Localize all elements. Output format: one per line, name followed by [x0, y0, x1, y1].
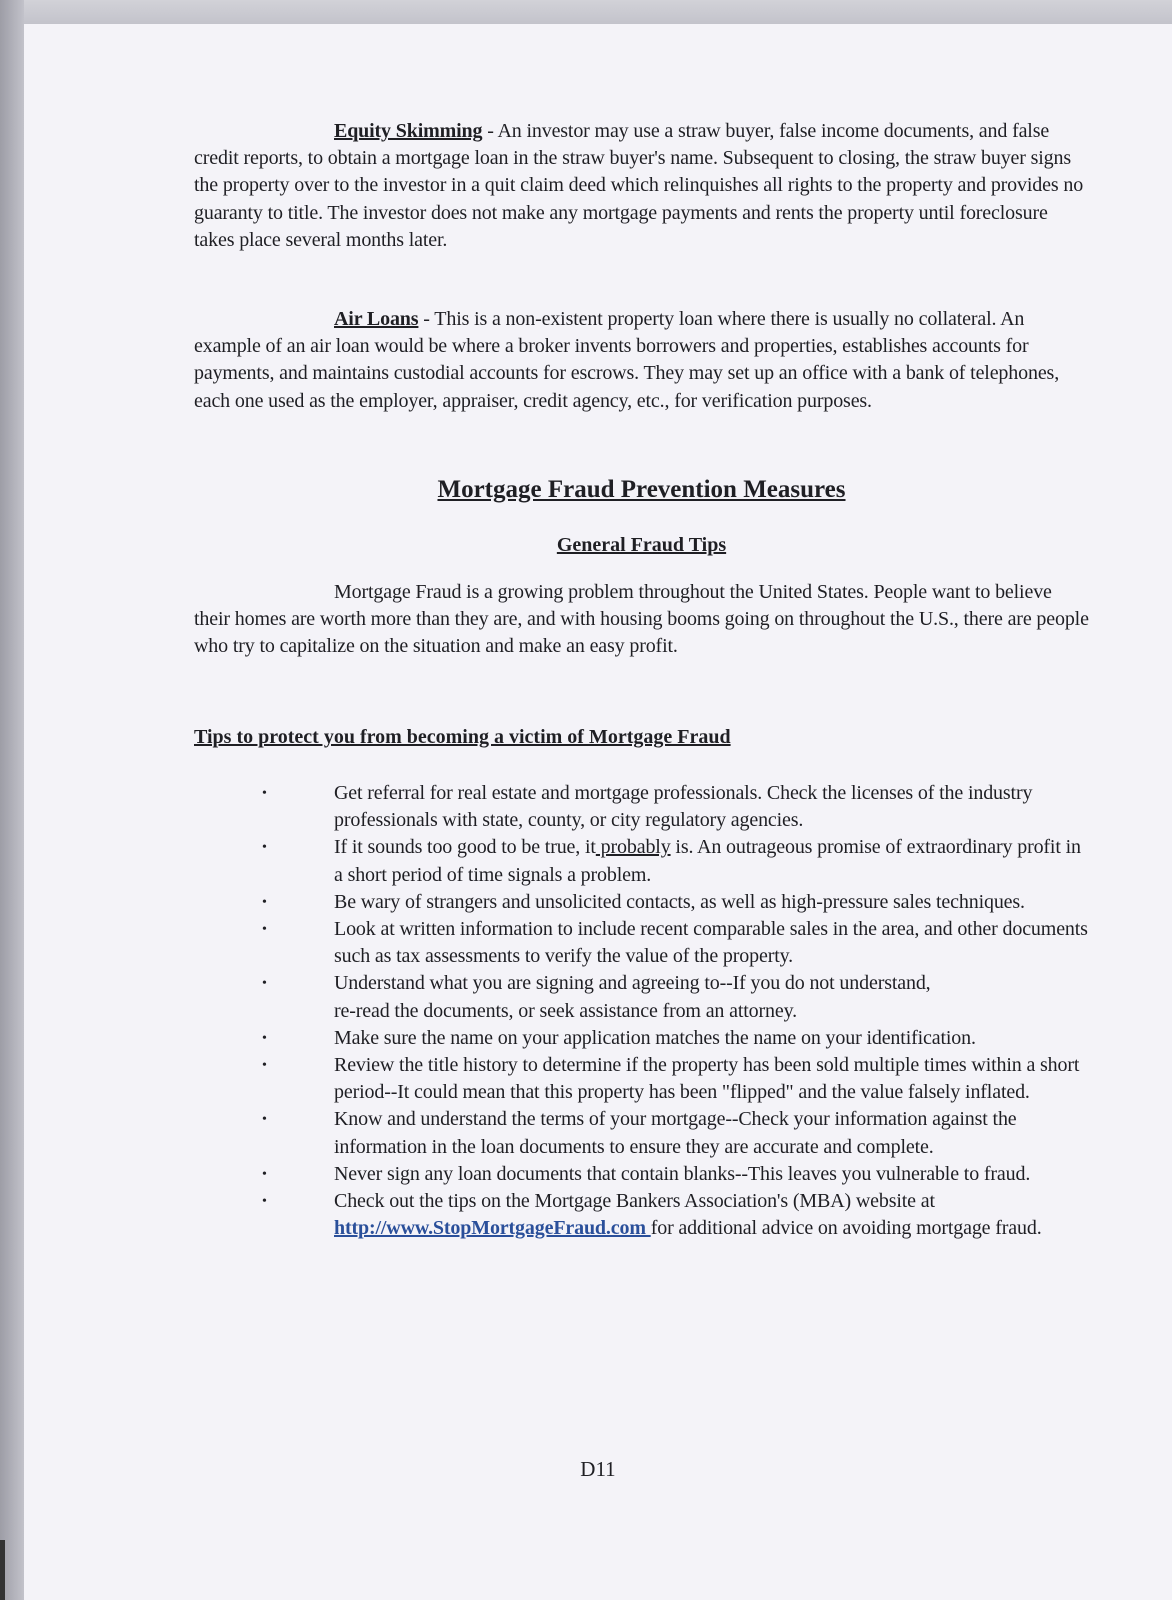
section-title: Mortgage Fraud Prevention Measures	[437, 476, 846, 503]
air-loans-text: - This is a non-existent property loan where there is usually no collateral. An example of an air loan would be where a broker invents borrowers and properties, establishes accounts for payments, and maintains custodial accounts for escrows. They may set up an office with a bank of telephones, each one used as the employer, appraiser, credit agency, etc., for verification purposes.	[194, 308, 1060, 412]
tip-text: Understand what you are signing and agreeing to--If you do not understand,	[334, 972, 931, 995]
document-page	[24, 24, 1172, 1600]
scanner-shadow	[0, 1540, 5, 1600]
list-item	[194, 1106, 1094, 1160]
bullet-icon: •	[262, 922, 267, 938]
tip-text: Never sign any loan documents that contain blanks--This leaves you vulnerable to fraud.	[334, 1162, 1031, 1185]
list-item	[194, 780, 1094, 834]
tip-text: Get referral for real estate and mortgage professionals. Check the licenses of the industry professionals with state, county, or city regulatory agencies.	[334, 782, 1033, 832]
tip-text: If it sounds too good to be true, it	[334, 836, 596, 859]
subsection-title: General Fraud Tips	[556, 534, 727, 556]
list-item	[194, 970, 1094, 1024]
bullet-icon: •	[262, 1166, 267, 1182]
page-number: D11	[580, 1457, 616, 1481]
scanner-left-edge	[0, 0, 24, 1600]
tip-text: Look at written information to include recent comparable sales in the area, and other documents such as tax assessments to verify the value of the property.	[334, 918, 1088, 968]
bullet-icon: •	[262, 1030, 267, 1046]
list-item	[194, 1161, 1094, 1188]
tip-underlined-word: probably	[595, 836, 671, 859]
list-item	[194, 916, 1094, 970]
bullet-icon: •	[262, 1194, 267, 1210]
tip-text: Make sure the name on your application matches the name on your identification.	[334, 1026, 976, 1049]
list-item	[194, 1188, 1094, 1242]
tip-text: Review the title history to determine if the property has been sold multiple times within a short period--It could mean that this property has been "flipped" and the value falsely inflated.	[334, 1054, 1080, 1104]
equity-skimming-term: Equity Skimming	[334, 120, 483, 142]
intro-paragraph	[194, 579, 1089, 661]
tips-list	[194, 780, 1094, 1242]
tip-text: Know and understand the terms of your mortgage--Check your information against the information in the loan documents to ensure they are accurate and complete.	[334, 1108, 1017, 1158]
tips-heading: Tips to protect you from becoming a victim of Mortgage Fraud	[194, 726, 731, 748]
bullet-icon: •	[262, 976, 267, 992]
equity-skimming-text: - An investor may use a straw buyer, false income documents, and false credit reports, to obtain a mortgage loan in the straw buyer's name. Subsequent to closing, the straw buyer signs the property over to the investor in a quit claim deed which relinquishes all rights to the property and provides no guaranty to title. The investor does not make any mortgage payments and rents the property until foreclosure takes place several months later.	[194, 120, 1084, 251]
list-item	[194, 1025, 1094, 1052]
tip-text: Be wary of strangers and unsolicited contacts, as well as high-pressure sales techniques.	[334, 890, 1025, 913]
bullet-icon: •	[262, 1058, 267, 1074]
air-loans-term: Air Loans	[334, 308, 419, 330]
tip-text: is. An outrageous promise of extraordinary profit in a short period of time signals a problem.	[334, 836, 1081, 886]
bullet-icon: •	[262, 786, 267, 801]
bullet-icon: •	[262, 840, 267, 856]
air-loans-paragraph	[194, 306, 1089, 415]
scanner-top-edge	[0, 0, 1172, 24]
tip-text: Check out the tips on the Mortgage Bankers Association's (MBA) website at	[334, 1190, 935, 1213]
tip-text: for additional advice on avoiding mortgage fraud.	[650, 1217, 1042, 1240]
bullet-icon: •	[262, 1112, 267, 1128]
list-item	[194, 889, 1094, 916]
list-item	[194, 834, 1094, 888]
list-item	[194, 1052, 1094, 1106]
equity-skimming-paragraph	[194, 118, 1089, 254]
mba-website-link[interactable]: http://www.StopMortgageFraud.com	[334, 1217, 651, 1240]
bullet-icon: •	[262, 894, 267, 910]
intro-text: Mortgage Fraud is a growing problem throughout the United States. People want to believe their homes are worth more than they are, and with housing booms going on throughout the U.S., there are people who try to capitalize on the situation and make an easy profit.	[194, 581, 1089, 658]
tip-text: re-read the documents, or seek assistance from an attorney.	[334, 999, 797, 1022]
